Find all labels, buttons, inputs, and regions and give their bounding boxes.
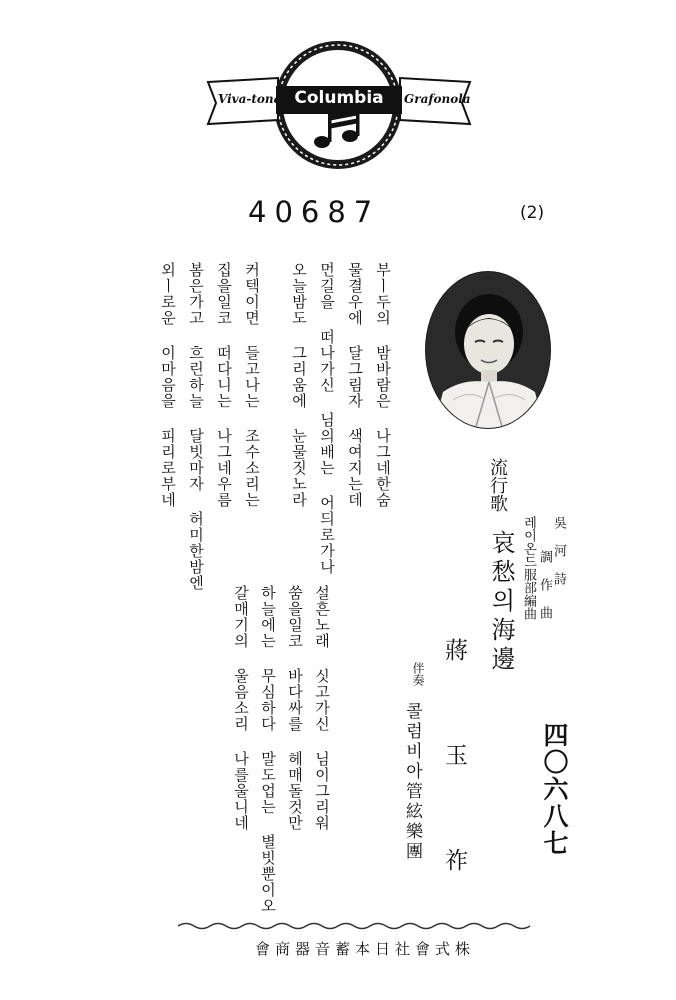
side-number: (2) bbox=[520, 203, 545, 223]
song-title: 哀愁의海邊 bbox=[487, 530, 515, 675]
lyric-line: 봄은가고 흐린하늘 달빗마자 허미한밤엔 bbox=[187, 262, 205, 591]
logo-right-text: Grafonola bbox=[404, 92, 471, 106]
lyric-line: 커텍이면 들고나는 조수소리는 bbox=[243, 262, 261, 508]
catalog-number: 40687 bbox=[248, 195, 381, 229]
accompaniment-label: 伴奏 bbox=[411, 662, 425, 686]
singer-portrait bbox=[423, 270, 553, 430]
logo-center-text: Columbia bbox=[294, 88, 384, 108]
credit-arranger: 레이온드服部編曲 bbox=[521, 516, 536, 620]
lyric-line: 설흔노래 싯고가신 님이그리워 bbox=[313, 585, 331, 831]
lyric-line: 쑴을일코 바다싸를 헤매돌것만 bbox=[286, 585, 304, 831]
lyric-line: 먼길을 떠나가신 님의배는 어듸로가나 bbox=[318, 262, 336, 575]
lyric-line: 물결우에 달그림자 색여지는데 bbox=[346, 262, 364, 508]
catalog-number-kanji: 四〇六八七 bbox=[540, 722, 569, 857]
columbia-logo bbox=[200, 38, 480, 173]
lyric-line: 외ㅣ로운 이마음을 피리로부네 bbox=[159, 262, 177, 508]
lyric-line: 하늘에는 무심하다 말도업는 별빗뿐이오 bbox=[259, 585, 277, 914]
credit-lyrics: 吳 河 詩 bbox=[551, 516, 566, 585]
lyric-line: 집을일코 떠다니는 나그네우름 bbox=[215, 262, 233, 508]
lyric-line: 오늘밤도 그리움에 눈물짓노라 bbox=[290, 262, 308, 508]
company-footer: 會商器音蓄本日社會式株 bbox=[254, 940, 475, 958]
logo-left-text: Viva-tonal bbox=[218, 92, 286, 106]
singer-name: 蔣 玉 祚 bbox=[441, 638, 467, 899]
song-genre: 流行歌 bbox=[487, 458, 508, 512]
credit-music: 調 作 曲 bbox=[537, 550, 552, 619]
footer-rule bbox=[178, 920, 533, 932]
orchestra-name: 콜럼비아管絃樂團 bbox=[402, 702, 422, 862]
lyric-line: 갈매기의 울음소리 나를울니네 bbox=[232, 585, 250, 831]
lyric-line: 부ㅣ두의 밤바람은 나그네한숨 bbox=[374, 262, 392, 508]
